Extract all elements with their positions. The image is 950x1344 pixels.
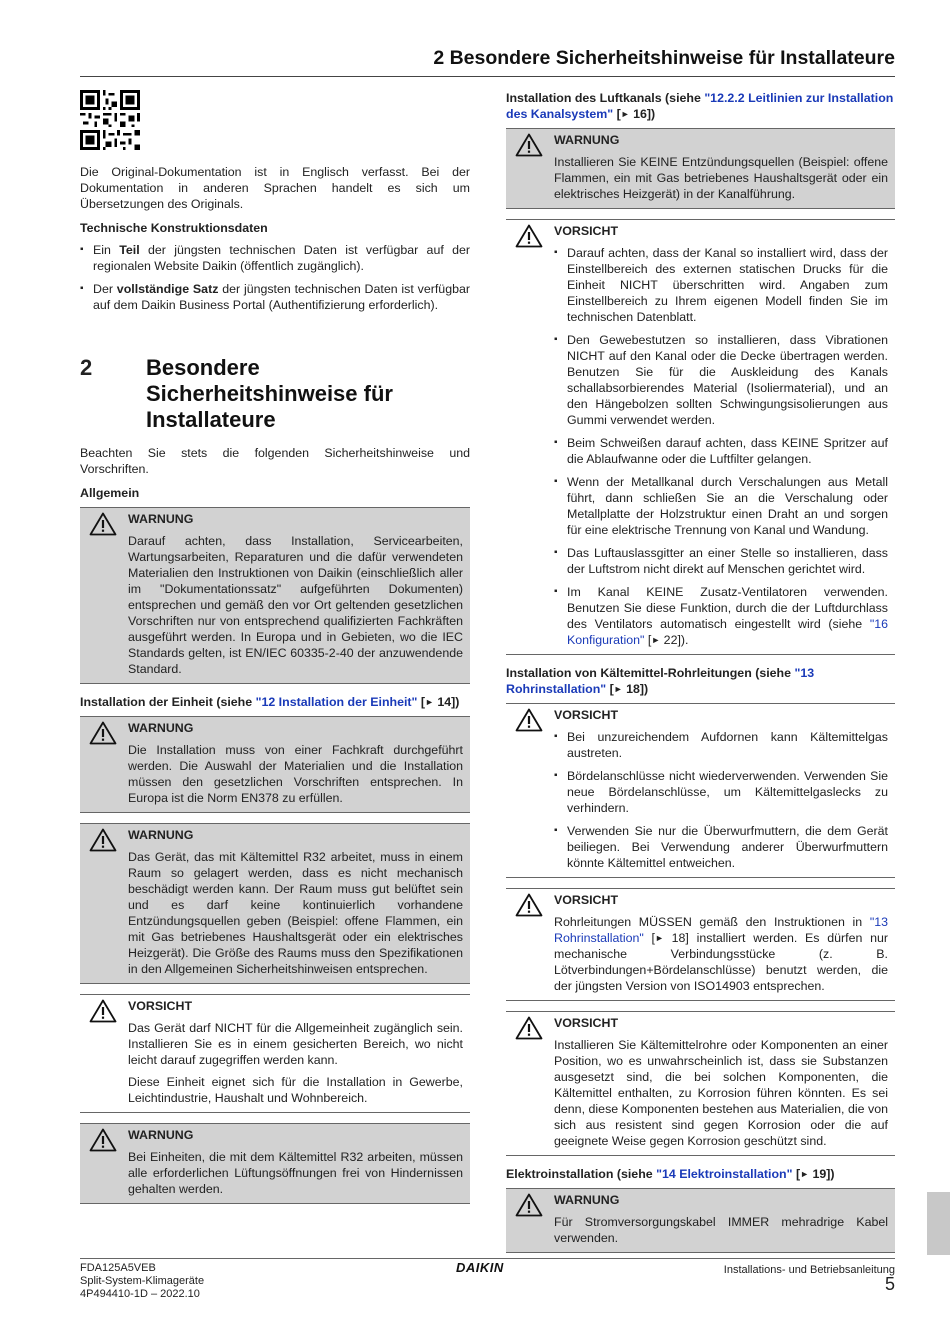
- warning-label: WARNUNG: [128, 1128, 194, 1142]
- list-item: ▪ Beim Schweißen darauf achten, dass KEINE Spritzer auf die Ablaufwanne oder die Luftfilter gelangen.: [554, 435, 888, 467]
- intro-text: Die Original-Dokumentation ist in Englisch verfasst. Bei der Dokumentation in anderen Sprachen handelt es sich um Übersetzungen des Originals.: [80, 165, 470, 211]
- warning-label: WARNUNG: [554, 1193, 620, 1207]
- footer-manual-title: Installations- und Betriebsanleitung: [723, 1264, 895, 1276]
- unit-install-link[interactable]: "12 Installation der Einheit": [255, 695, 418, 709]
- warning-text: Bei Einheiten, die mit dem Kältemittel R32 arbeiten, müssen alle erforderlichen Lüftungsöffnungen frei von Hindernissen gehalten werden.: [128, 1150, 463, 1196]
- section-intro: Beachten Sie stets die folgenden Sicherheitshinweise und Vorschriften.: [80, 446, 470, 476]
- caution-label: VORSICHT: [128, 999, 193, 1013]
- duct-install-heading: Installation des Luftkanals (siehe "12.2.2 Leitlinien zur Installation des Kanalsystem" [► 16]): [506, 91, 894, 121]
- warning-triangle-icon: [515, 893, 543, 917]
- list-item: ▪ Verwenden Sie nur die Überwurfmuttern, die dem Gerät beiliegen. Bei Verwendung anderer Überwurfmuttern könnte Kältemittel entweichen.: [554, 823, 888, 871]
- caution-box: [506, 1011, 895, 1156]
- page-header-title: 2 Besondere Sicherheitshinweise für Installateure: [433, 47, 895, 69]
- list-item: ▪ Das Luftauslassgitter an einer Stelle so installieren, dass der Luftstrom nicht direkt auf Menschen gerichtet wird.: [554, 545, 888, 577]
- footer-divider: [80, 1258, 895, 1259]
- daikin-logo: DAIKIN: [456, 1260, 504, 1275]
- warning-triangle-icon: [89, 828, 117, 852]
- warning-triangle-icon: [89, 721, 117, 745]
- warning-box: [506, 1188, 895, 1253]
- list-item: ▪ Wenn der Metallkanal durch Verschalungen aus Metall führt, dann schließen Sie an die Verschalung oder Metallplatte der Holzstruktur einen Draht an und sorgen für eine elektrische Trennung von Kanal und Wandung.: [554, 474, 888, 538]
- caution-text: Rohrleitungen MÜSSEN gemäß den Instruktionen in "13 Rohrinstallation" [► 18] installiert werden. Es dürfen nur mechanische Verbindungsstücke (z. B. Lötverbindungen+Bördelanschlüsse) benutzt werden, die der jüngsten Version von ISO14903 entsprechen.: [554, 915, 889, 993]
- caution-text: Diese Einheit eignet sich für die Installation in Gewerbe, Leichtindustrie, Haushalt und Wohnbereich.: [128, 1075, 463, 1105]
- caution-box: [506, 219, 895, 655]
- warning-label: WARNUNG: [128, 721, 194, 735]
- warning-triangle-icon: [89, 999, 117, 1023]
- tech-data-list: [80, 242, 470, 313]
- section-title: Besondere Sicherheitshinweise für Installateure: [146, 355, 393, 432]
- unit-install-heading: Installation der Einheit (siehe "12 Installation der Einheit" [► 14]): [80, 695, 460, 709]
- footer-doc-id: 4P494410-1D – 2022.10: [80, 1288, 200, 1300]
- list-item: ▪ Im Kanal KEINE Zusatz-Ventilatoren verwenden. Benutzen Sie diese Funktion, durch die der Luftdurchlass des Ventilators automatisch eingestellt wird (siehe "16 Konfiguration" [► 22]).: [554, 584, 888, 648]
- section-number: 2: [80, 355, 93, 380]
- warning-text: Das Gerät, das mit Kältemittel R32 arbeitet, muss in einem Raum so gelagert werden, dass es nicht mechanisch beschädigt werden kann. Der Raum muss gut belüftet sein und es darf keine kontinuierlich vorhandene Entzündungsquellen geben (Beispiel: offene Flammen, ein mit Gas betriebenes Haushaltsgerät oder ein elektrisches Heizgerät). Die Größe des Raums muss den Spezifikationen in den Allgemeinen Sicherheitshinweisen entsprechen.: [128, 850, 463, 976]
- electrical-install-link[interactable]: "14 Elektroinstallation": [656, 1167, 793, 1181]
- warning-triangle-icon: [89, 1128, 117, 1152]
- warning-triangle-icon: [515, 133, 543, 157]
- caution-text: Installieren Sie Kältemittelrohre oder Komponenten an einer Position, wo es unwahrscheinlich ist, dass sie Substanzen ausgesetzt sind, die bei solchen Komponenten, die Kältemittel enthalten, zu Korrosion führen könnten. Es sei denn, diese Komponenten bestehen aus Materialien, die von sich aus resistent sind gegen Korrosion oder die auf geeignete Weise gegen Korrosion geschützt sind.: [554, 1038, 888, 1148]
- warning-box: [80, 507, 470, 684]
- warning-triangle-icon: [515, 224, 543, 248]
- caution-list: [554, 729, 888, 871]
- list-item: ▪ Der vollständige Satz der jüngsten technischen Daten ist verfügbar auf dem Daikin Business Portal (Authentifizierung erforderlich).: [80, 281, 470, 313]
- warning-text: Darauf achten, dass Installation, Servicearbeiten, Wartungsarbeiten, Reparaturen und die dafür verwendeten Materialien den Instruktionen von Daikin (einschließlich aller im "Dokumentationssatz" aufgeführten Dokumenten) entsprechen und gemäß den vor Ort geltenden gesetzlichen Vorschriften nur von entsprechend qualifizierten Fachkräften ausgeführt werden. In Europa und in Gebieten, wo die IEC Standards gelten, ist EN/IEC 60335-2-40 der anzuwendende Standard.: [128, 534, 463, 676]
- warning-triangle-icon: [515, 1193, 543, 1217]
- chapter-side-tab: [927, 1192, 950, 1255]
- warning-label: WARNUNG: [554, 133, 620, 147]
- tech-data-heading: Technische Konstruktionsdaten: [80, 221, 268, 235]
- list-item: ▪ Ein Teil der jüngsten technischen Daten ist verfügbar auf der regionalen Website Daikin (öffentlich zugänglich).: [80, 242, 470, 274]
- right-column: [506, 90, 895, 1263]
- caution-list: [554, 245, 888, 648]
- configuration-link[interactable]: "16 Konfiguration": [567, 617, 888, 647]
- warning-text: Für Stromversorgungskabel IMMER mehradrige Kabel verwenden.: [554, 1215, 888, 1245]
- warning-label: WARNUNG: [128, 512, 194, 526]
- caution-box: [506, 888, 895, 1001]
- caution-box: [80, 994, 470, 1113]
- pipe-install-link[interactable]: "13 Rohrinstallation": [506, 666, 815, 696]
- caution-label: VORSICHT: [554, 1016, 619, 1030]
- warning-box: [506, 128, 895, 209]
- electrical-install-heading: Elektroinstallation (siehe "14 Elektroinstallation" [► 19]): [506, 1167, 835, 1181]
- list-item: ▪ Bördelanschlüsse nicht wiederverwenden. Verwenden Sie neue Bördelanschlüsse, um Kältemittelgaslecks zu verhindern.: [554, 768, 888, 816]
- warning-triangle-icon: [89, 512, 117, 536]
- warning-triangle-icon: [515, 1016, 543, 1040]
- warning-text: Die Installation muss von einer Fachkraft durchgeführt werden. Die Auswahl der Materialien und die Installation müssen den gesetzlichen Vorschriften entsprechen. In Europa ist die Norm EN378 zu erfüllen.: [128, 743, 463, 805]
- warning-text: Installieren Sie KEINE Entzündungsquellen (Beispiel: offene Flammen, ein mit Gas betriebenes Haushaltsgerät oder ein elektrisches Heizgerät) in der Kanalführung.: [554, 155, 888, 201]
- warning-box: [80, 823, 470, 984]
- qr-code-icon: [80, 90, 140, 150]
- header-divider: [80, 76, 895, 77]
- footer-product: Split-System-Klimageräte: [80, 1275, 205, 1287]
- caution-text: Das Gerät darf NICHT für die Allgemeinheit zugänglich sein. Installieren Sie es in einem gesicherten Bereich, wo nicht leicht darauf zugegriffen werden kann.: [128, 1021, 463, 1067]
- page-number: 5: [884, 1274, 895, 1294]
- footer-doc-info: [80, 1262, 204, 1301]
- caution-box: [506, 703, 895, 878]
- list-item: ▪ Bei unzureichendem Aufdornen kann Kältemittelgas austreten.: [554, 729, 888, 761]
- list-item: ▪ Den Gewebestutzen so installieren, dass Vibrationen NICHT auf den Kanal oder die Decke übertragen werden. Benutzen Sie für die Auskleidung des Kanals schallabsorbierendes Material (Isoliermaterial), und an den Hängebolzen sollten Schwingungsisolierungen aus Gummi verwendet werden.: [554, 332, 888, 428]
- caution-label: VORSICHT: [554, 224, 619, 238]
- warning-label: WARNUNG: [128, 828, 194, 842]
- pipe-install-link[interactable]: "13 Rohrinstallation": [554, 915, 888, 945]
- general-heading: Allgemein: [80, 486, 140, 500]
- caution-label: VORSICHT: [554, 708, 619, 722]
- caution-label: VORSICHT: [554, 893, 619, 907]
- duct-install-link[interactable]: "12.2.2 Leitlinien zur Installation des Kanalsystem": [506, 91, 894, 121]
- left-column: [80, 90, 470, 1214]
- pipe-install-heading: Installation von Kältemittel-Rohrleitungen (siehe "13 Rohrinstallation" [► 18]): [506, 666, 815, 696]
- warning-box: [80, 716, 470, 813]
- warning-box: [80, 1123, 470, 1204]
- list-item: ▪ Darauf achten, dass der Kanal so installiert wird, dass der Einstellbereich des externen statischen Drucks für die Einheit NICHT überschritten wird. Angaben zum Einstellbereich zu Ihrem eigenen Modell finden Sie im technischen Datenblatt.: [554, 245, 888, 325]
- footer-model: FDA125A5VEB: [80, 1262, 156, 1274]
- warning-triangle-icon: [515, 708, 543, 732]
- section-heading: [80, 355, 470, 433]
